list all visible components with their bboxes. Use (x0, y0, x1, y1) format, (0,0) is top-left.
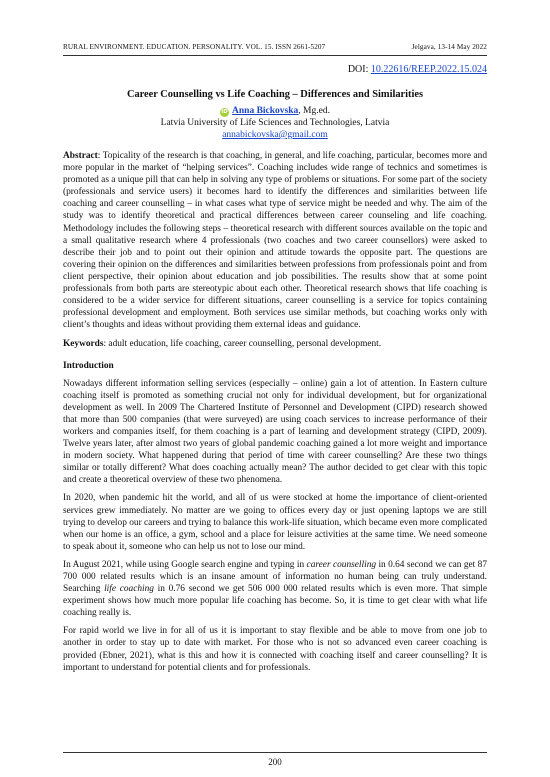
keywords (63, 338, 487, 350)
author-email-link[interactable]: annabickovska@gmail.com (222, 130, 328, 140)
page-number: 200 (268, 757, 282, 767)
article-title: Career Counselling vs Life Coaching – Differences and Similarities (126, 89, 424, 100)
header-rule (63, 55, 487, 56)
intro-paragraph-3-term-career: career counselling (306, 559, 377, 570)
footer-rule (63, 752, 487, 753)
author-name-link[interactable]: Anna Bickovska (232, 106, 299, 116)
journal-header: RURAL ENVIRONMENT. EDUCATION. PERSONALITY. VOL. 15. ISSN 2661-5207 (63, 43, 326, 51)
intro-paragraph-3 (63, 559, 487, 619)
article-body (63, 88, 487, 680)
doi-label: DOI: (347, 64, 371, 75)
running-head (63, 43, 487, 51)
doi-line (348, 64, 487, 75)
abstract-text: : Topicality of the research is that coaching, in general, and life coaching, particular, becomes more and more popular in the market of “helping services”. Coaching includes wide range of technics and sometimes is promoted as a unique pill that can help in solving any type of problems or situations. For some part of the society (professionals and service users) it becomes hard to identify the differences and similarities between life coaching and career counselling – in what cases what type of service might be needed and why. The aim of the study was to identify theoretical and practical differences between career counseling and life coaching. Methodology includes the following steps – theoretical research with different sources available on the topic and a small qualitative research where 4 professionals (two coaches and two career counsellors) were asked to describe their job and to point out their opinion and attitude towards the opposite part. The questions are covering their opinion on the differences and similarities between professions from professionals point and from client perspective, their opinion about education and job possibilities. The results show that at some point professionals from both parts are stereotypic about each other. Theoretical research shows that life coaching is considered to be a wider service for different situations, career counselling is a service for topics containing professional development and employment. Both services use similar methods, but coaching works only with client’s thoughts and ideas without providing them external ideas and guidance. (63, 151, 487, 331)
abstract (63, 150, 487, 331)
author-line (63, 105, 487, 117)
abstract-label: Abstract (63, 151, 98, 161)
section-heading-introduction: Introduction (63, 360, 114, 371)
intro-paragraph-4: For rapid world we live in for all of us it is important to stay flexible and be able to move from one job to another in order to stay up to date with market. For those who is not so advanced even career coaching is provided (Ebner, 2021), what is this and how it is connected with coaching itself and career counselling? It is important to understand for potential clients and for professionals. (63, 626, 487, 673)
intro-paragraph-2: In 2020, when pandemic hit the world, and all of us were stocked at home the importance of client-oriented services grew immediately. No matter are we going to offices every day or just opening laptops we are still trying to develop our careers and trying to balance this work-life situation, which became even more complicated when our home is an office, a gym, school and a place for leisure activities at the same time. We need someone to speak about it, someone who can help us not to lose our mind. (63, 493, 487, 552)
doi-link[interactable]: 10.22616/REEP.2022.15.024 (370, 64, 487, 75)
intro-paragraph-3-part-c: in 0.76 second we get 506 000 000 related results which is even more. That simple experiment shows how much more popular life coaching has become. So, it is time to get clear with what life coaching really is. (63, 584, 487, 619)
intro-paragraph-3-term-life: life coaching (104, 584, 154, 595)
keywords-text: : adult education, life coaching, career counselling, personal development. (103, 339, 382, 350)
intro-paragraph-3-part-b: in 0.64 second we can get 87 700 000 related results which is an insane amount of information no human being can truly understand. Searching (63, 559, 488, 595)
keywords-label: Keywords (63, 339, 104, 350)
intro-paragraph-3-part-a: In August 2021, while using Google search engine and typing in (63, 559, 307, 570)
author-email-line (63, 129, 487, 141)
orcid-icon[interactable]: iD (221, 109, 228, 115)
intro-paragraph-1: Nowadays different information selling services (especially – online) gain a lot of attention. In Eastern culture coaching itself is promoted as something crucial not only for individual development, but for organizational development as well. In 2009 The Chartered Institute of Personnel and Development (CIPD) research showed that more than 500 companies (that were surveyed) are using coach services to increase performance of their workers and companies itself, for them coaching is a part of learning and development strategy (CIPD, 2009). Twelve years later, after almost two years of global pandemic coaching gained a lot more weight and importance in modern society. What happened during that period of time with career counselling? Are these two things similar or totally different? What does coaching actually mean? The author decided to get clear with this topic and create a theoretical overview of these two phenomena. (63, 378, 487, 486)
conference-date: Jelgava, 13-14 May 2022 (411, 43, 487, 51)
author-affiliation: Latvia University of Life Sciences and Technologies, Latvia (160, 118, 390, 128)
author-degree: , Mg.ed. (298, 106, 330, 116)
